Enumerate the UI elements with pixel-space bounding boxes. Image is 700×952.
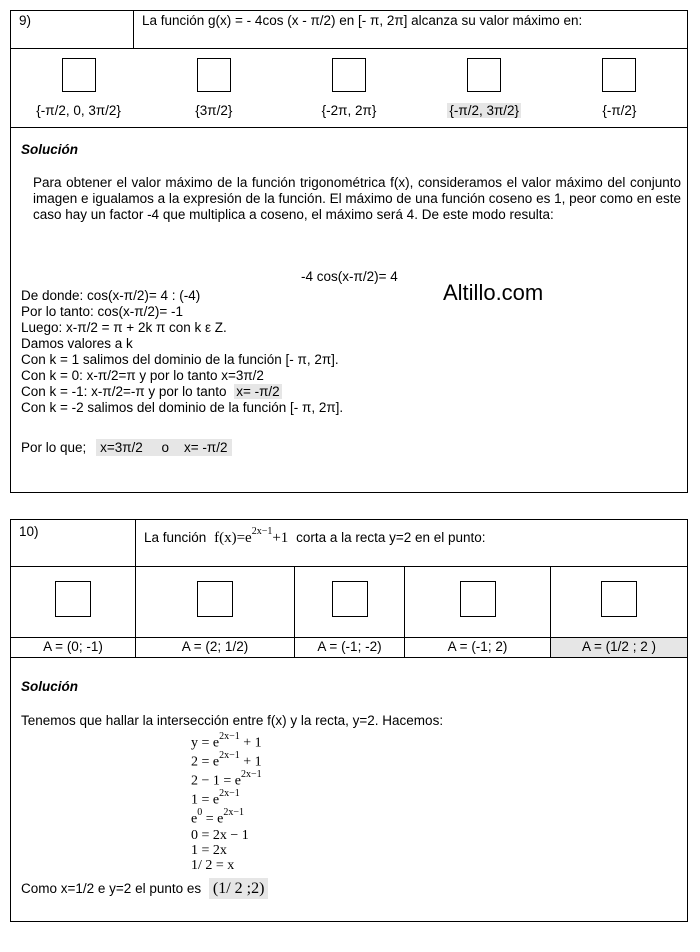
statement-prefix: La función xyxy=(144,530,207,545)
answer-checkbox[interactable] xyxy=(197,581,233,617)
answer-checkbox[interactable] xyxy=(62,58,96,92)
option-label: A = (2; 1/2) xyxy=(136,637,294,657)
option-label-correct: A = (1/2 ; 2 ) xyxy=(551,637,687,657)
question-9-statement: La función g(x) = - 4cos (x - π/2) en [- π, 2π] alcanza su valor máximo en: xyxy=(142,13,583,28)
option-10-d[interactable] xyxy=(405,567,551,657)
equation-step: $y = e^{2x-1} + 1$ xyxy=(191,731,262,751)
statement-suffix: corta a la recta y=2 en el punto: xyxy=(296,530,486,545)
option-label: A = (-1; 2) xyxy=(405,637,550,657)
answer-checkbox[interactable] xyxy=(602,58,636,92)
question-10-block xyxy=(10,519,688,922)
question-10-number: 10) xyxy=(11,520,136,566)
solution-line-k-minus1 xyxy=(21,384,282,399)
option-label: {3π/2} xyxy=(195,103,233,118)
option-10-a[interactable] xyxy=(11,567,136,657)
solution-line: Damos valores a k xyxy=(21,336,133,351)
option-10-e[interactable] xyxy=(551,567,687,657)
question-9-block xyxy=(10,10,688,493)
question-9-solution xyxy=(11,128,687,492)
option-9-c[interactable] xyxy=(281,49,416,127)
conclusion-prefix: Como x=1/2 e y=2 el punto es xyxy=(21,881,202,896)
solution-line: Con k = 0: x-π/2=π y por lo tanto x=3π/2 xyxy=(21,368,264,383)
option-label: {-2π, 2π} xyxy=(321,103,377,118)
option-9-a[interactable] xyxy=(11,49,146,127)
solution-line: Por lo tanto: cos(x-π/2)= -1 xyxy=(21,304,183,319)
solution-line: Con k = 1 salimos del dominio de la función [- π, 2π]. xyxy=(21,352,339,367)
solution-title: Solución xyxy=(21,679,78,694)
highlighted-result: (1/ 2 ;2) xyxy=(209,878,269,899)
answer-checkbox[interactable] xyxy=(601,581,637,617)
question-10-solution xyxy=(11,658,687,921)
equation-step: 1/ 2 = x xyxy=(191,858,235,873)
function-formula: $f(x)=e^{2x-1}+1$ xyxy=(214,526,289,546)
option-9-b[interactable] xyxy=(146,49,281,127)
solution-line: De donde: cos(x-π/2)= 4 : (-4) xyxy=(21,288,201,303)
answer-checkbox[interactable] xyxy=(332,581,368,617)
solution-conclusion xyxy=(21,440,232,455)
highlighted-result: x=3π/2 o x= -π/2 xyxy=(96,439,231,456)
option-10-c[interactable] xyxy=(295,567,405,657)
option-9-d[interactable] xyxy=(417,49,552,127)
question-10-options xyxy=(11,567,687,658)
option-9-e[interactable] xyxy=(552,49,687,127)
question-9-header xyxy=(11,11,687,49)
solution-conclusion xyxy=(21,880,268,898)
option-label: {-π/2, 0, 3π/2} xyxy=(36,103,121,118)
question-9-number: 9) xyxy=(11,11,134,48)
question-10-header xyxy=(11,520,687,567)
conclusion-prefix: Por lo que; xyxy=(21,440,87,455)
answer-checkbox[interactable] xyxy=(460,581,496,617)
solution-line: Con k = -2 salimos del dominio de la función [- π, 2π]. xyxy=(21,400,344,415)
option-label: A = (0; -1) xyxy=(11,637,135,657)
answer-checkbox[interactable] xyxy=(197,58,231,92)
answer-checkbox[interactable] xyxy=(467,58,501,92)
option-label: A = (-1; -2) xyxy=(295,637,404,657)
solution-line: Con k = -1: x-π/2=-π y por lo tanto xyxy=(21,384,227,399)
question-10-statement xyxy=(136,520,687,566)
solution-line: Luego: x-π/2 = π + 2k π con k ε Z. xyxy=(21,320,227,335)
answer-checkbox[interactable] xyxy=(332,58,366,92)
equation-step: $2 = e^{2x-1} + 1$ xyxy=(191,750,262,770)
equation-step: 0 = 2x − 1 xyxy=(191,828,249,843)
solution-paragraph: Para obtener el valor máximo de la función trigonométrica f(x), consideramos el valor máximo del conjunto imagen e igualamos a la expresión de la función. El máximo de una función coseno es 1, peor como en este caso hay un factor -4 que multiplica a coseno, el máximo será 4. De este modo resulta: xyxy=(33,175,681,222)
solution-title: Solución xyxy=(21,142,78,157)
option-label-correct: {-π/2, 3π/2} xyxy=(449,103,520,118)
solution-equation: -4 cos(x-π/2)= 4 xyxy=(301,269,398,284)
equation-step: $2 - 1 = e^{2x-1}$ xyxy=(191,769,262,789)
answer-checkbox[interactable] xyxy=(55,581,91,617)
equation-step: 1 = 2x xyxy=(191,843,227,858)
watermark: Altillo.com xyxy=(443,280,544,305)
question-9-options xyxy=(11,49,687,128)
highlighted-result: x= -π/2 xyxy=(236,384,280,399)
option-10-b[interactable] xyxy=(136,567,295,657)
solution-intro: Tenemos que hallar la intersección entre f(x) y la recta, y=2. Hacemos: xyxy=(21,713,444,728)
equation-step: $e^0 = e^{2x-1}$ xyxy=(191,807,244,827)
equation-step: $1 = e^{2x-1}$ xyxy=(191,788,240,808)
option-label: {-π/2} xyxy=(602,103,637,118)
